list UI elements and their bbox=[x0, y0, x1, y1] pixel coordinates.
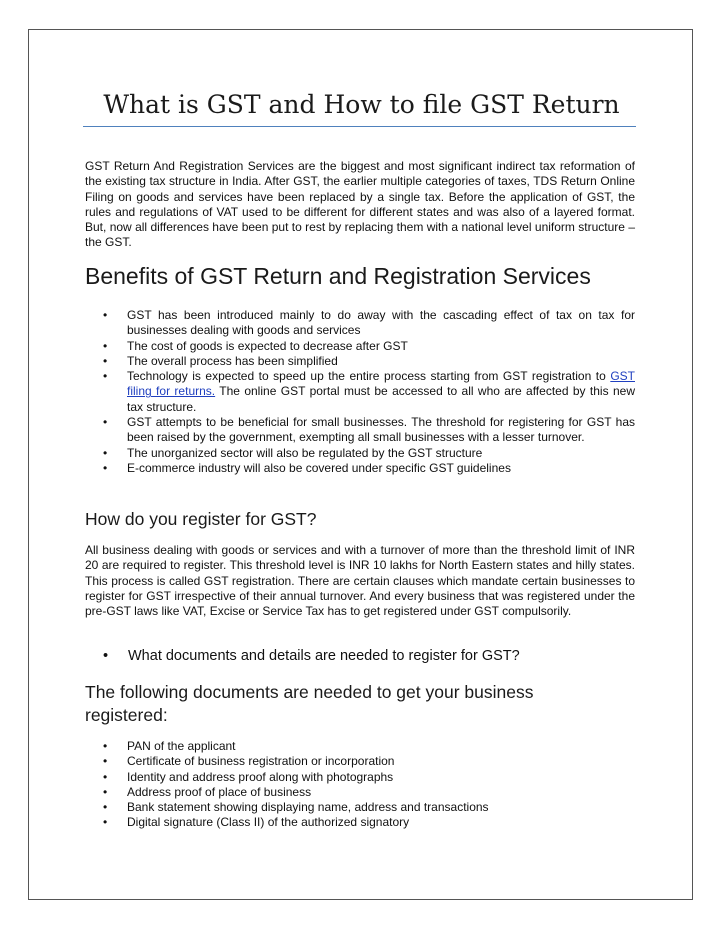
bullet-icon: • bbox=[103, 769, 108, 784]
register-heading: How do you register for GST? bbox=[85, 509, 317, 529]
list-item: • PAN of the applicant bbox=[103, 739, 236, 753]
bullet-icon: • bbox=[103, 754, 108, 769]
bullet-icon: • bbox=[103, 460, 108, 475]
list-item: • Digital signature (Class II) of the authorized signatory bbox=[103, 815, 410, 830]
list-item: • Certificate of business registration or incorporation bbox=[103, 754, 395, 769]
list-item: • Bank statement showing displaying name, address and transactions bbox=[103, 800, 489, 815]
bullet-icon: • bbox=[103, 800, 108, 815]
list-item: • Identity and address proof along with photographs bbox=[103, 769, 394, 784]
benefits-heading: Benefits of GST Return and Registration Services bbox=[85, 263, 591, 289]
document-title: What is GST and How to file GST Return bbox=[103, 90, 620, 119]
intro-paragraph: GST Return And Registration Services are the biggest and most significant indirect tax reformation of the existing tax structure in India. After GST, the earlier multiple categories of taxes, TDS Return Online Filing on goods and services have been replaced by a single tax. Before the application of GST, the rules and regulations of VAT used to be different for different states and was also of a layered format. But, now all differences have been put to rest by replacing them with a national level uniform structure – the GST. bbox=[85, 159, 635, 250]
bullet-icon: • bbox=[103, 415, 108, 430]
bullet-icon: • bbox=[103, 445, 108, 460]
bullet-icon: • bbox=[103, 815, 108, 830]
bullet-icon: • bbox=[103, 338, 108, 353]
gst-filing-link[interactable]: GST filing for returns. bbox=[127, 369, 635, 399]
documents-heading: The following documents are needed to get your business registered: bbox=[85, 682, 534, 725]
bullet-icon: • bbox=[103, 369, 108, 384]
list-item: • Technology is expected to speed up the entire process starting from GST registration to GST filing for returns. The online GST portal must be accessed to all who are affected by this new tax structure. bbox=[103, 369, 635, 414]
document-page bbox=[28, 29, 693, 900]
bullet-icon: • bbox=[103, 308, 108, 322]
list-item: • The overall process has been simplified bbox=[103, 353, 338, 368]
list-item: • GST has been introduced mainly to do away with the cascading effect of tax on tax for businesses dealing with goods and services bbox=[103, 308, 635, 338]
list-item: • GST attempts to be beneficial for small businesses. The threshold for registering for GST has been raised by the government, exempting all small businesses with a lesser turnover. bbox=[103, 415, 635, 445]
list-item: • The unorganized sector will also be regulated by the GST structure bbox=[103, 445, 483, 460]
list-item: • The cost of goods is expected to decrease after GST bbox=[103, 338, 408, 353]
benefits-list bbox=[85, 308, 635, 476]
list-item: • E-commerce industry will also be covered under specific GST guidelines bbox=[103, 460, 511, 475]
title-underline bbox=[83, 126, 636, 127]
bullet-icon: • bbox=[103, 648, 109, 664]
documents-list bbox=[85, 739, 635, 831]
bullet-icon: • bbox=[103, 784, 108, 799]
bullet-icon: • bbox=[103, 739, 108, 753]
register-paragraph: All business dealing with goods or services and with a turnover of more than the threshold limit of INR 20 are required to register. This threshold level is INR 10 lakhs for North Eastern states and hilly states. This process is called GST registration. There are certain clauses which mandate certain businesses to register for GST irrespective of their annual turnover. And every business that was registered under the pre-GST laws like VAT, Excise or Service Tax has to get registered under GST compulsorily. bbox=[85, 543, 635, 619]
bullet-icon: • bbox=[103, 353, 108, 368]
documents-question-text: What documents and details are needed to register for GST? bbox=[128, 648, 520, 664]
list-item: • Address proof of place of business bbox=[103, 784, 312, 799]
